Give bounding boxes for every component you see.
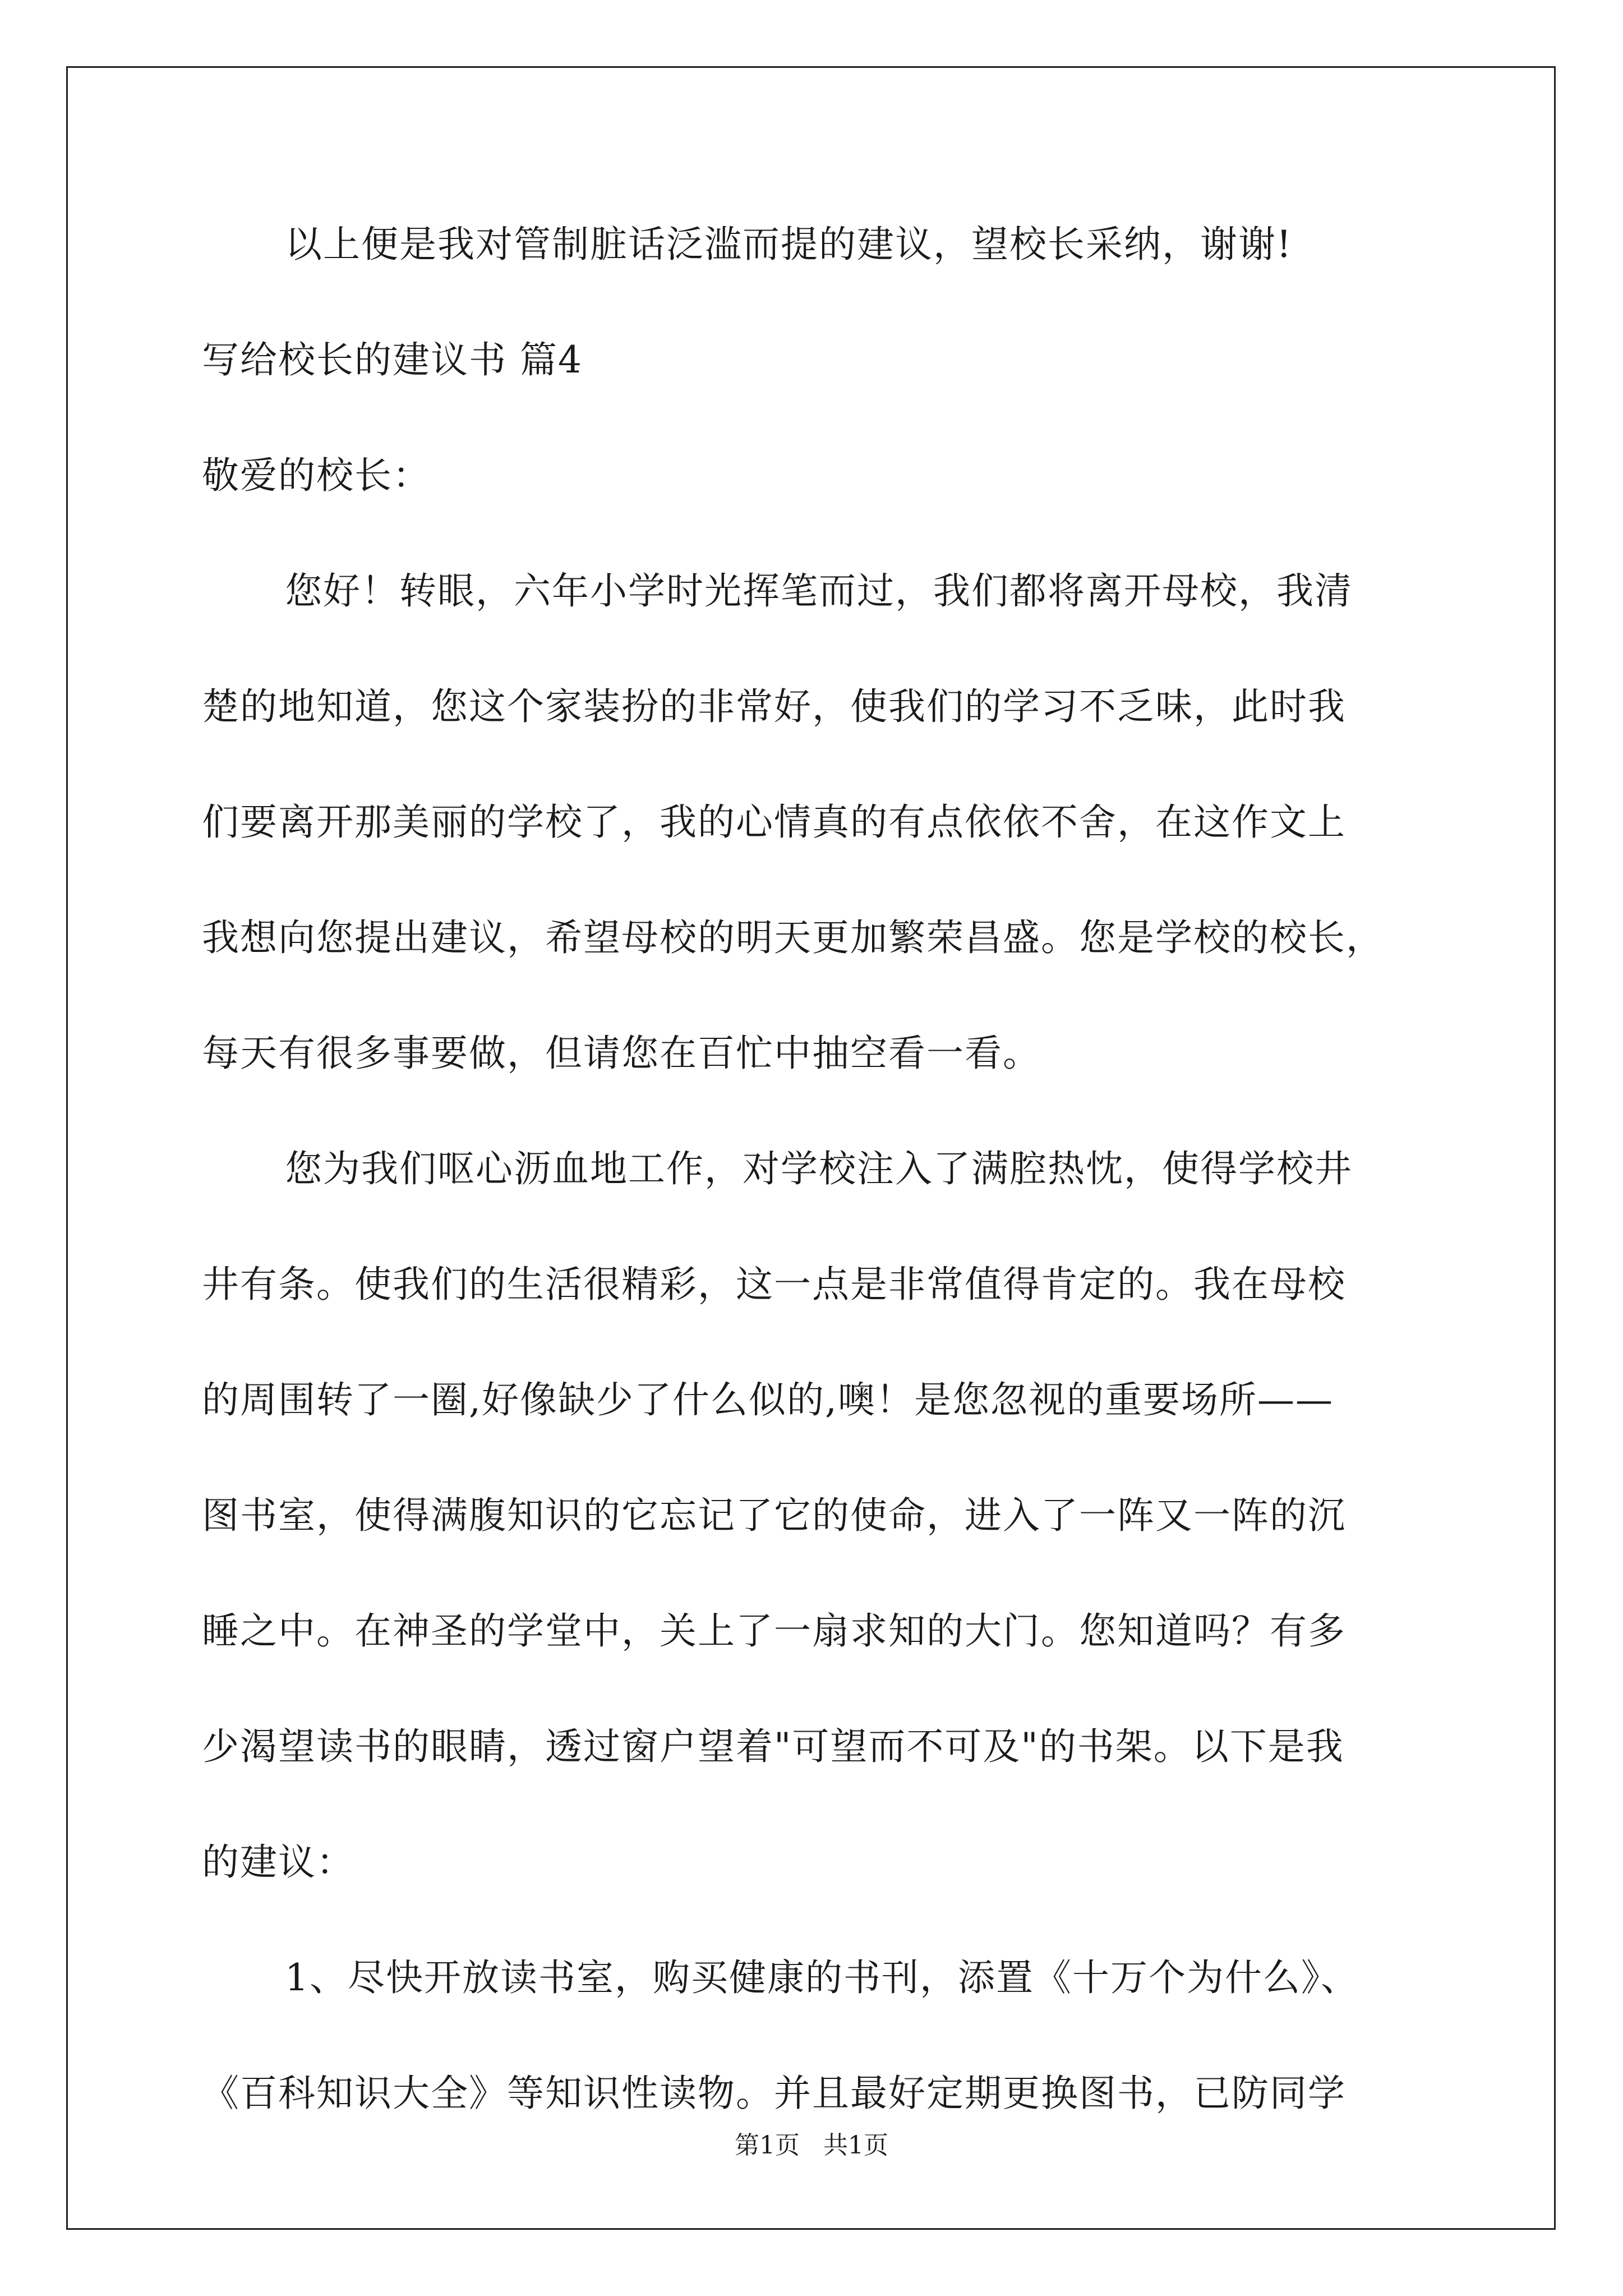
paragraph-line: 们要离开那美丽的学校了，我的心情真的有点依依不舍，在这作文上 bbox=[202, 800, 1346, 844]
paragraph-line: 的建议： bbox=[202, 1841, 354, 1884]
list-item-line: 1、尽快开放读书室，购买健康的书刊，添置《十万个为什么》、 bbox=[285, 1956, 1359, 1999]
document-body bbox=[202, 220, 1436, 2184]
paragraph-line: 少渴望读书的眼睛，透过窗户望着"可望而不可及"的书架。以下是我 bbox=[202, 1725, 1344, 1768]
list-item-line: 《百科知识大全》等知识性读物。并且最好定期更换图书，已防同学 bbox=[202, 2072, 1346, 2115]
section-heading: 写给校长的建议书 篇4 bbox=[202, 338, 583, 381]
paragraph-closing-line: 以上便是我对管制脏话泛滥而提的建议，望校长采纳，谢谢! bbox=[285, 223, 1293, 266]
paragraph-line: 您好！转眼，六年小学时光挥笔而过，我们都将离开母校，我清 bbox=[285, 569, 1353, 613]
paragraph-line: 每天有很多事要做，但请您在百忙中抽空看一看。 bbox=[202, 1032, 1041, 1075]
paragraph-line: 您为我们呕心沥血地工作，对学校注入了满腔热忱，使得学校井 bbox=[285, 1147, 1353, 1190]
paragraph-line: 睡之中。在神圣的学堂中，关上了一扇求知的大门。您知道吗？有多 bbox=[202, 1609, 1346, 1653]
paragraph-line: 的周围转了一圈,好像缺少了什么似的,噢！是您忽视的重要场所—— bbox=[202, 1378, 1334, 1421]
paragraph-line: 楚的地知道，您这个家装扮的非常好，使我们的学习不乏味，此时我 bbox=[202, 685, 1346, 728]
salutation: 敬爱的校长： bbox=[202, 454, 431, 497]
paragraph-line: 图书室，使得满腹知识的它忘记了它的使命，进入了一阵又一阵的沉 bbox=[202, 1494, 1346, 1537]
page-number-footer: 第1页 共1页 bbox=[735, 2131, 888, 2160]
paragraph-line: 井有条。使我们的生活很精彩，这一点是非常值得肯定的。我在母校 bbox=[202, 1263, 1346, 1306]
paragraph-line: 我想向您提出建议，希望母校的明天更加繁荣昌盛。您是学校的校长， bbox=[202, 916, 1384, 959]
